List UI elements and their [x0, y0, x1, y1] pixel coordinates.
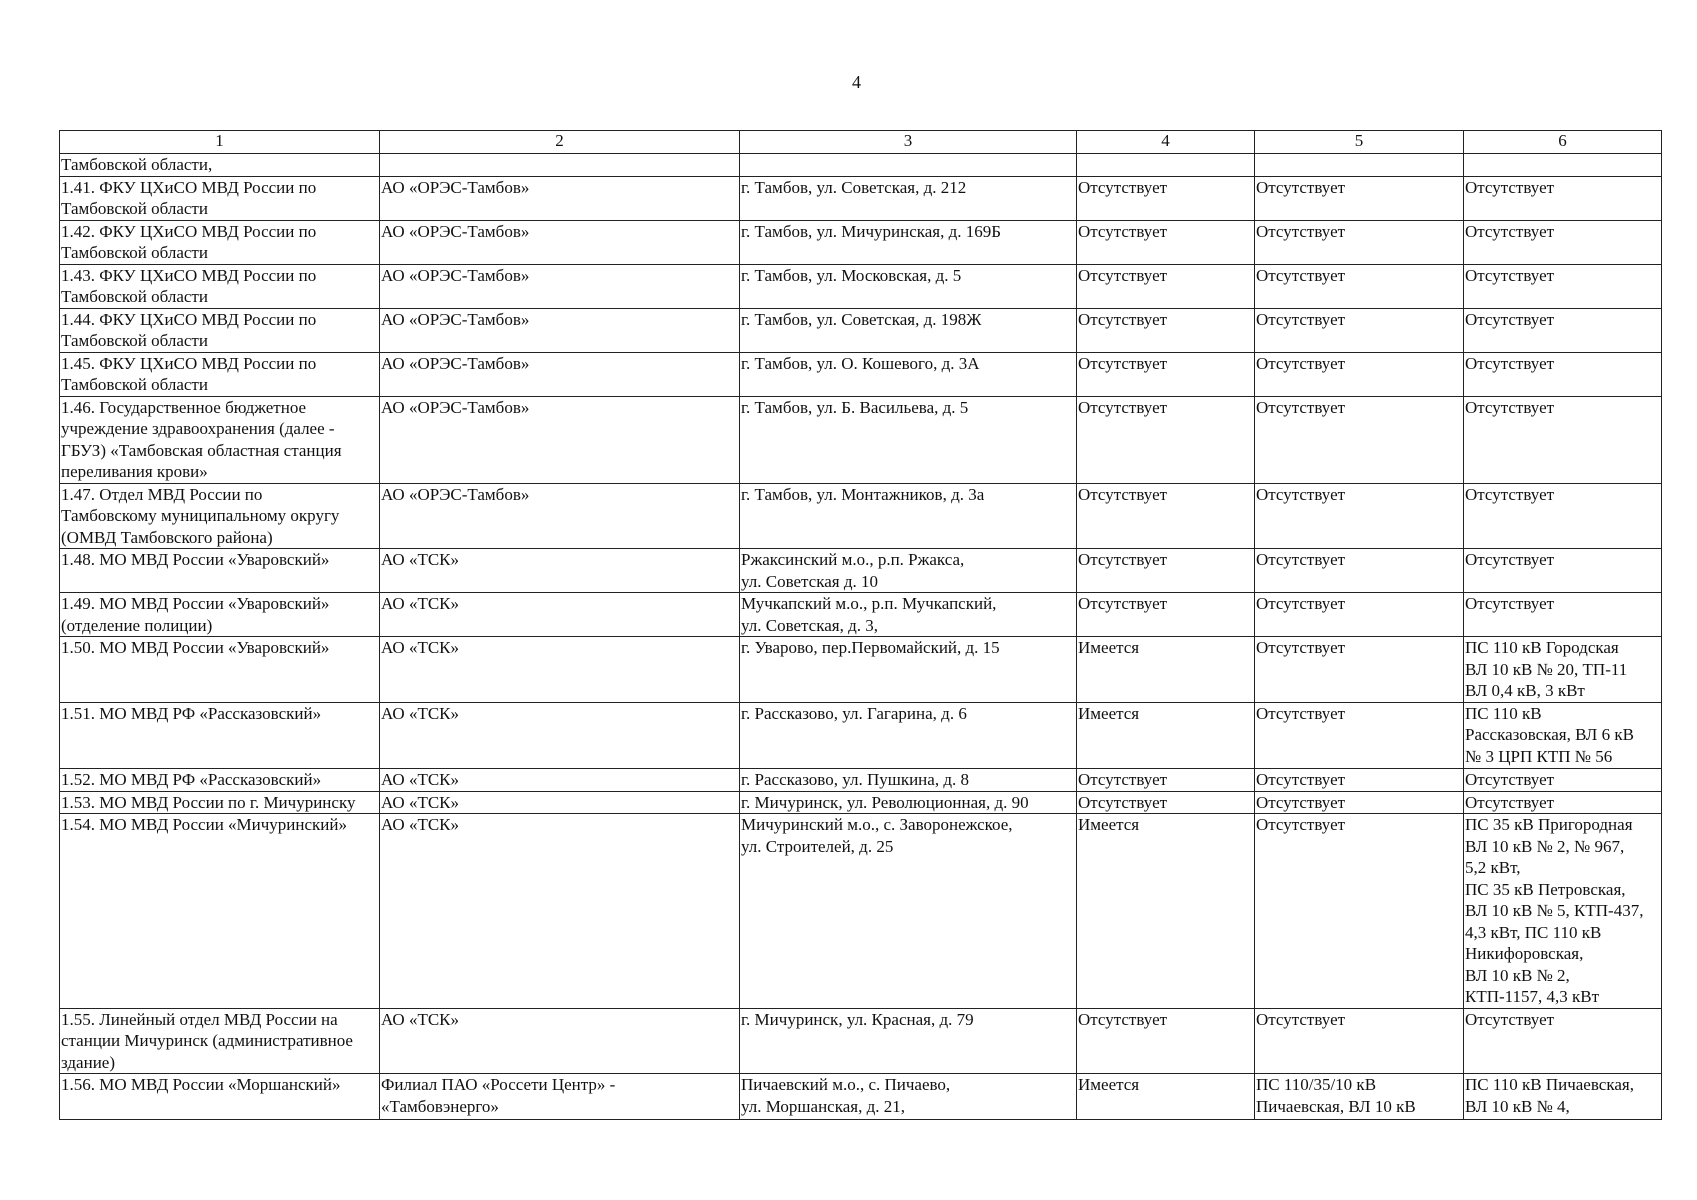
column-header-1: 1	[60, 131, 380, 154]
table-cell: Отсутствует	[1255, 549, 1464, 593]
table-cell: Отсутствует	[1464, 308, 1662, 352]
table-cell: 1.44. ФКУ ЦХиСО МВД России по Тамбовской области	[60, 308, 380, 352]
table-cell: Отсутствует	[1255, 220, 1464, 264]
table-cell: Отсутствует	[1077, 768, 1255, 791]
table-cell: Пичаевский м.о., с. Пичаево, ул. Моршанская, д. 21,	[740, 1074, 1077, 1120]
table-header-row	[60, 131, 1662, 154]
data-table	[59, 130, 1662, 1120]
table-cell: Отсутствует	[1464, 176, 1662, 220]
table-cell: 1.49. МО МВД России «Уваровский» (отделение полиции)	[60, 593, 380, 637]
table-cell: Отсутствует	[1464, 549, 1662, 593]
table-cell: Отсутствует	[1255, 593, 1464, 637]
table-cell: Отсутствует	[1077, 352, 1255, 396]
table-cell: г. Тамбов, ул. О. Кошевого, д. 3А	[740, 352, 1077, 396]
table-cell: Отсутствует	[1077, 396, 1255, 483]
table-cell: АО «ОРЭС-Тамбов»	[380, 176, 740, 220]
table-cell: ПС 110/35/10 кВ Пичаевская, ВЛ 10 кВ	[1255, 1074, 1464, 1120]
table-cell	[740, 154, 1077, 177]
table-cell	[1255, 154, 1464, 177]
table-row	[60, 814, 1662, 1009]
table-cell: г. Тамбов, ул. Монтажников, д. 3а	[740, 483, 1077, 549]
table-cell: 1.47. Отдел МВД России по Тамбовскому муниципальному округу (ОМВД Тамбовского района)	[60, 483, 380, 549]
table-cell: Отсутствует	[1464, 1008, 1662, 1074]
table-cell: 1.42. ФКУ ЦХиСО МВД России по Тамбовской области	[60, 220, 380, 264]
table-cell: Имеется	[1077, 702, 1255, 768]
table-row	[60, 352, 1662, 396]
table-cell: г. Тамбов, ул. Мичуринская, д. 169Б	[740, 220, 1077, 264]
table-cell: 1.56. МО МВД России «Моршанский»	[60, 1074, 380, 1120]
table-cell: АО «ТСК»	[380, 702, 740, 768]
table-cell: АО «ОРЭС-Тамбов»	[380, 483, 740, 549]
table-cell: г. Рассказово, ул. Гагарина, д. 6	[740, 702, 1077, 768]
table-cell: Отсутствует	[1464, 220, 1662, 264]
table-row	[60, 791, 1662, 814]
table-cell: Отсутствует	[1464, 264, 1662, 308]
table-row	[60, 396, 1662, 483]
table-cell: 1.53. МО МВД России по г. Мичуринску	[60, 791, 380, 814]
table-cell: Мучкапский м.о., р.п. Мучкапский, ул. Советская, д. 3,	[740, 593, 1077, 637]
table-cell: Отсутствует	[1255, 176, 1464, 220]
table-row	[60, 702, 1662, 768]
table-cell: АО «ОРЭС-Тамбов»	[380, 264, 740, 308]
table-cell: 1.54. МО МВД России «Мичуринский»	[60, 814, 380, 1009]
table-cell: Отсутствует	[1464, 483, 1662, 549]
table-cell: ПС 110 кВ Пичаевская, ВЛ 10 кВ № 4,	[1464, 1074, 1662, 1120]
table-cell: г. Тамбов, ул. Советская, д. 212	[740, 176, 1077, 220]
table-cell: 1.48. МО МВД России «Уваровский»	[60, 549, 380, 593]
table-cell: ПС 35 кВ Пригородная ВЛ 10 кВ № 2, № 967, 5,2 кВт, ПС 35 кВ Петровская, ВЛ 10 кВ № 5, КТП-437, 4,3 кВт, ПС 110 кВ Никифоровская, ВЛ 10 кВ № 2, КТП-1157, 4,3 кВт	[1464, 814, 1662, 1009]
table-cell: Отсутствует	[1464, 352, 1662, 396]
table-cell	[1464, 154, 1662, 177]
table-cell: Отсутствует	[1077, 593, 1255, 637]
table-cell: Отсутствует	[1255, 308, 1464, 352]
table-cell: г. Уварово, пер.Первомайский, д. 15	[740, 637, 1077, 703]
table-cell	[1077, 154, 1255, 177]
table-cell: г. Тамбов, ул. Б. Васильева, д. 5	[740, 396, 1077, 483]
table-row	[60, 637, 1662, 703]
table-cell: 1.45. ФКУ ЦХиСО МВД России по Тамбовской области	[60, 352, 380, 396]
table-cell: 1.52. МО МВД РФ «Рассказовский»	[60, 768, 380, 791]
table-cell: АО «ТСК»	[380, 1008, 740, 1074]
table-cell: г. Тамбов, ул. Московская, д. 5	[740, 264, 1077, 308]
table-cell: АО «ОРЭС-Тамбов»	[380, 396, 740, 483]
table-cell: Отсутствует	[1255, 637, 1464, 703]
table-cell: АО «ТСК»	[380, 768, 740, 791]
table-cell: Отсутствует	[1255, 702, 1464, 768]
table-cell: г. Мичуринск, ул. Красная, д. 79	[740, 1008, 1077, 1074]
table-cell: Мичуринский м.о., с. Заворонежское, ул. Строителей, д. 25	[740, 814, 1077, 1009]
table-cell: г. Тамбов, ул. Советская, д. 198Ж	[740, 308, 1077, 352]
table-cell: Отсутствует	[1077, 176, 1255, 220]
table-cell: 1.55. Линейный отдел МВД России на станции Мичуринск (административное здание)	[60, 1008, 380, 1074]
table-row	[60, 1008, 1662, 1074]
column-header-4: 4	[1077, 131, 1255, 154]
table-cell: АО «ТСК»	[380, 549, 740, 593]
table-cell: Отсутствует	[1255, 768, 1464, 791]
table-row	[60, 1074, 1662, 1120]
table-cell: Отсутствует	[1077, 220, 1255, 264]
table-cell: Отсутствует	[1077, 308, 1255, 352]
column-header-6: 6	[1464, 131, 1662, 154]
table-cell: Ржаксинский м.о., р.п. Ржакса, ул. Советская д. 10	[740, 549, 1077, 593]
page-number: 4	[852, 72, 861, 92]
table-row	[60, 154, 1662, 177]
table-cell: 1.51. МО МВД РФ «Рассказовский»	[60, 702, 380, 768]
table-cell: АО «ОРЭС-Тамбов»	[380, 352, 740, 396]
table-cell: 1.50. МО МВД России «Уваровский»	[60, 637, 380, 703]
table-cell: Отсутствует	[1077, 264, 1255, 308]
column-header-5: 5	[1255, 131, 1464, 154]
table-row	[60, 549, 1662, 593]
table-cell: Отсутствует	[1464, 791, 1662, 814]
table-cell: АО «ТСК»	[380, 814, 740, 1009]
table-row	[60, 176, 1662, 220]
table-cell: АО «ОРЭС-Тамбов»	[380, 308, 740, 352]
table-cell: АО «ОРЭС-Тамбов»	[380, 220, 740, 264]
table-cell: ПС 110 кВ Городская ВЛ 10 кВ № 20, ТП-11 ВЛ 0,4 кВ, 3 кВт	[1464, 637, 1662, 703]
table-row	[60, 768, 1662, 791]
table-cell: г. Рассказово, ул. Пушкина, д. 8	[740, 768, 1077, 791]
table-cell: Имеется	[1077, 814, 1255, 1009]
table-cell: Имеется	[1077, 637, 1255, 703]
table-cell: АО «ТСК»	[380, 791, 740, 814]
table-cell: Отсутствует	[1077, 791, 1255, 814]
table-cell: Отсутствует	[1255, 483, 1464, 549]
table-cell: Отсутствует	[1255, 1008, 1464, 1074]
table-cell: Имеется	[1077, 1074, 1255, 1120]
column-header-3: 3	[740, 131, 1077, 154]
table-cell: Отсутствует	[1255, 396, 1464, 483]
table-row	[60, 220, 1662, 264]
table-row	[60, 308, 1662, 352]
table-row	[60, 593, 1662, 637]
table-cell: Отсутствует	[1464, 593, 1662, 637]
table-row	[60, 483, 1662, 549]
table-cell: 1.46. Государственное бюджетное учреждение здравоохранения (далее - ГБУЗ) «Тамбовская областная станция переливания крови»	[60, 396, 380, 483]
table-cell: Отсутствует	[1464, 396, 1662, 483]
table-cell: Филиал ПАО «Россети Центр» - «Тамбовэнерго»	[380, 1074, 740, 1120]
table-cell: Отсутствует	[1077, 549, 1255, 593]
table-row	[60, 264, 1662, 308]
table-cell: АО «ТСК»	[380, 637, 740, 703]
column-header-2: 2	[380, 131, 740, 154]
table-cell: г. Мичуринск, ул. Революционная, д. 90	[740, 791, 1077, 814]
table-cell	[380, 154, 740, 177]
table-cell: Отсутствует	[1255, 791, 1464, 814]
table-cell: Отсутствует	[1464, 768, 1662, 791]
table-cell: Отсутствует	[1077, 1008, 1255, 1074]
table-cell: Отсутствует	[1255, 264, 1464, 308]
table-cell: АО «ТСК»	[380, 593, 740, 637]
table-cell: Отсутствует	[1255, 814, 1464, 1009]
table-cell: Отсутствует	[1255, 352, 1464, 396]
table-cell: 1.41. ФКУ ЦХиСО МВД России по Тамбовской области	[60, 176, 380, 220]
table-cell: ПС 110 кВ Рассказовская, ВЛ 6 кВ № 3 ЦРП КТП № 56	[1464, 702, 1662, 768]
table-cell: Тамбовской области,	[60, 154, 380, 177]
table-cell: 1.43. ФКУ ЦХиСО МВД России по Тамбовской области	[60, 264, 380, 308]
table-cell: Отсутствует	[1077, 483, 1255, 549]
